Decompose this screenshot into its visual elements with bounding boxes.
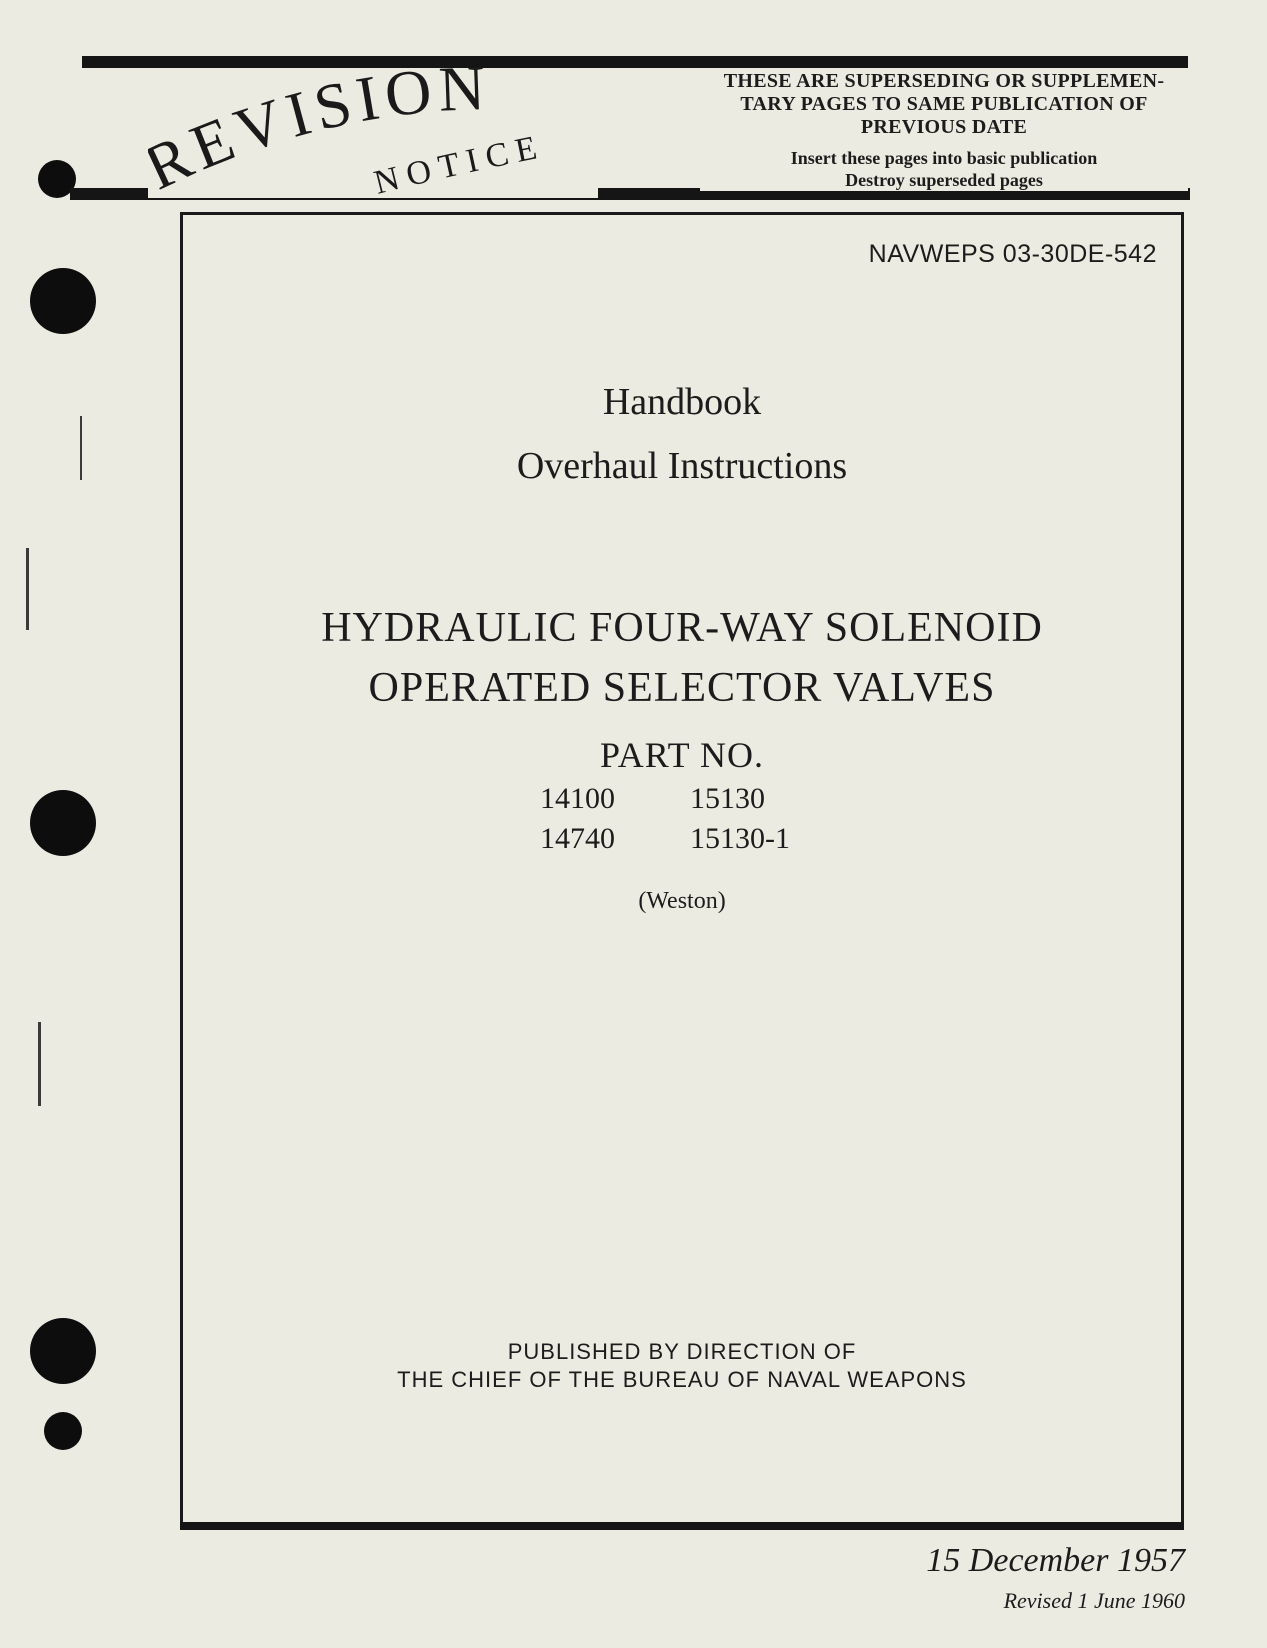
- overhaul-subtitle: Overhaul Instructions: [516, 445, 848, 487]
- supersede-line-2: TARY PAGES TO SAME PUBLICATION OF: [740, 93, 1148, 115]
- manufacturer: (Weston): [638, 888, 726, 914]
- part-number: 14100: [540, 782, 615, 815]
- revised-date: Revised 1 June 1960: [1003, 1588, 1185, 1613]
- punch-hole-upper: [30, 268, 96, 334]
- part-number: 15130-1: [690, 822, 790, 855]
- supersede-line-1: THESE ARE SUPERSEDING OR SUPPLEMEN-: [723, 70, 1165, 92]
- margin-mark: [26, 548, 29, 630]
- punch-hole-middle: [30, 790, 96, 856]
- superseding-notice: [700, 70, 1188, 191]
- punch-hole-lower: [30, 1318, 96, 1384]
- title-line-1: HYDRAULIC FOUR-WAY SOLENOID: [321, 605, 1043, 651]
- part-no-label: PART NO.: [600, 735, 764, 775]
- destroy-instruction: Destroy superseded pages: [845, 170, 1043, 190]
- insert-instruction: Insert these pages into basic publication: [790, 148, 1098, 168]
- revision-word: EVISION: [180, 56, 493, 184]
- supersede-line-3: PREVIOUS DATE: [860, 116, 1028, 138]
- margin-mark: [80, 416, 82, 480]
- part-number: 15130: [690, 782, 765, 815]
- handbook-heading: Handbook: [602, 381, 762, 423]
- publisher-line-2: THE CHIEF OF THE BUREAU OF NAVAL WEAPONS: [397, 1367, 967, 1392]
- original-date: 15 December 1957: [926, 1542, 1185, 1579]
- margin-mark: [38, 1022, 41, 1106]
- frame-bottom-rule: [180, 1522, 1184, 1530]
- punch-hole-bottom: [44, 1412, 82, 1450]
- part-number: 14740: [540, 822, 615, 855]
- publication-number: NAVWEPS 03-30DE-542: [868, 240, 1157, 268]
- revision-notice-stamp: [148, 56, 598, 206]
- notice-word: NOTICE: [370, 127, 548, 202]
- part-number-list: [540, 782, 840, 856]
- title-line-2: OPERATED SELECTOR VALVES: [368, 665, 996, 711]
- publisher-line-1: PUBLISHED BY DIRECTION OF: [507, 1339, 857, 1364]
